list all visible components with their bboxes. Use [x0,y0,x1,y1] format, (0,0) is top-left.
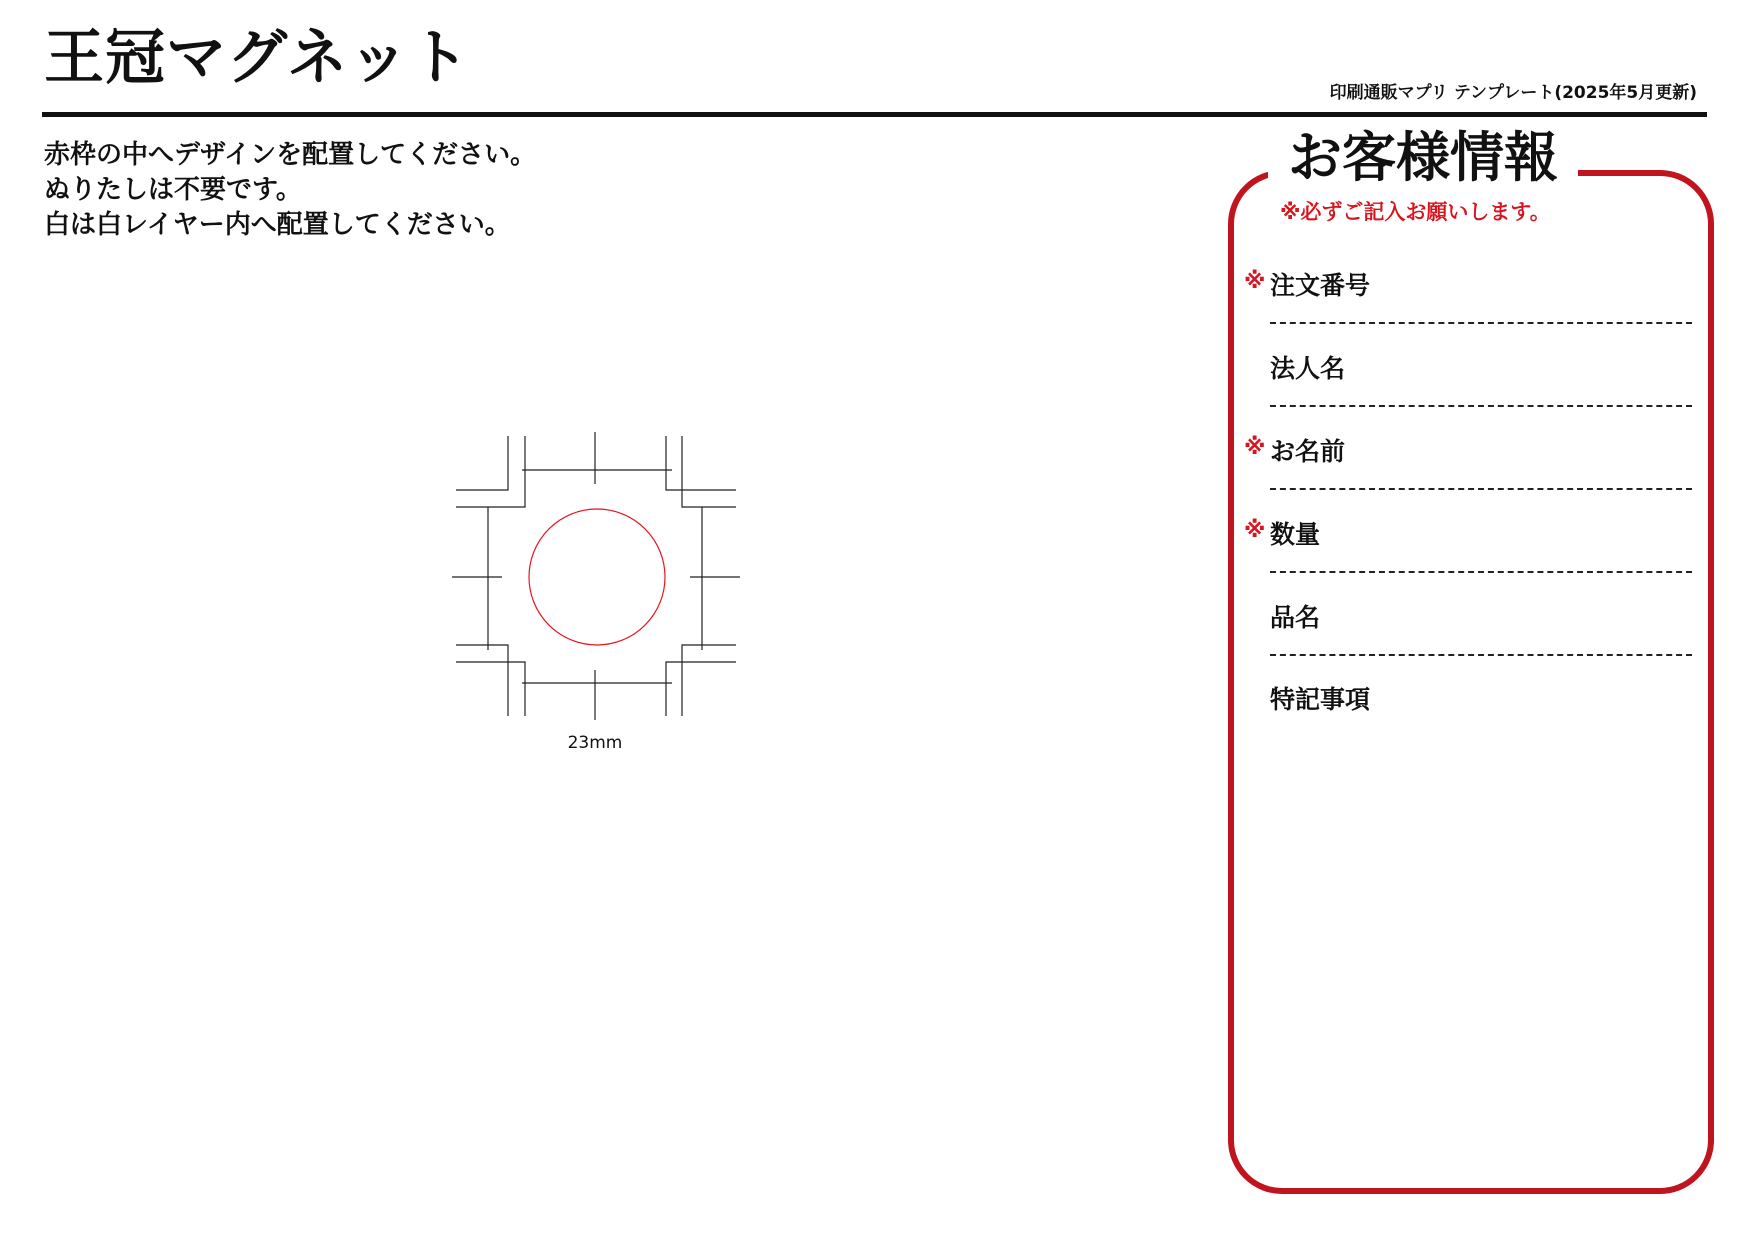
required-mark: ※ [1244,269,1266,294]
panel-title: お客様情報 [1268,123,1578,193]
template-version-note: 印刷通販マプリ テンプレート(2025年5月更新) [1329,83,1697,103]
crop-mark [456,436,508,490]
entry-line[interactable] [1270,571,1692,573]
entry-line[interactable] [1270,488,1692,490]
field-label: 特記事項 [1270,685,1371,714]
page-title: 王冠マグネット [44,23,471,93]
crop-mark [682,645,736,716]
field-label: 注文番号 [1270,271,1371,300]
crop-mark [682,436,736,507]
field-label: お名前 [1270,437,1346,466]
special-notes-field[interactable] [1244,680,1694,1140]
instruction-line: 白は白レイヤー内へ配置してください。 [44,210,511,240]
company-name-field[interactable] [1244,349,1694,409]
required-mark: ※ [1244,518,1266,543]
field-label: 数量 [1270,520,1321,549]
product-name-field[interactable] [1244,598,1694,658]
dimension-label: 23mm [567,733,623,753]
safe-area-circle [529,509,665,645]
crop-mark [456,436,525,507]
instruction-line: ぬりたしは不要です。 [44,175,302,205]
order-number-field[interactable] [1244,266,1694,326]
entry-line[interactable] [1270,654,1692,656]
crop-mark [456,662,525,716]
crop-mark [456,645,508,716]
field-label: 品名 [1270,603,1321,632]
required-mark: ※ [1244,435,1266,460]
quantity-field[interactable] [1244,515,1694,575]
instruction-line: 赤枠の中へデザインを配置してください。 [44,140,537,170]
entry-line[interactable] [1270,405,1692,407]
required-note: ※必ずご記入お願いします。 [1280,200,1551,224]
crop-mark [666,436,736,490]
field-label: 法人名 [1270,354,1346,383]
crop-marks [452,432,740,720]
name-field[interactable] [1244,432,1694,492]
crop-mark [666,662,736,716]
entry-line[interactable] [1270,322,1692,324]
